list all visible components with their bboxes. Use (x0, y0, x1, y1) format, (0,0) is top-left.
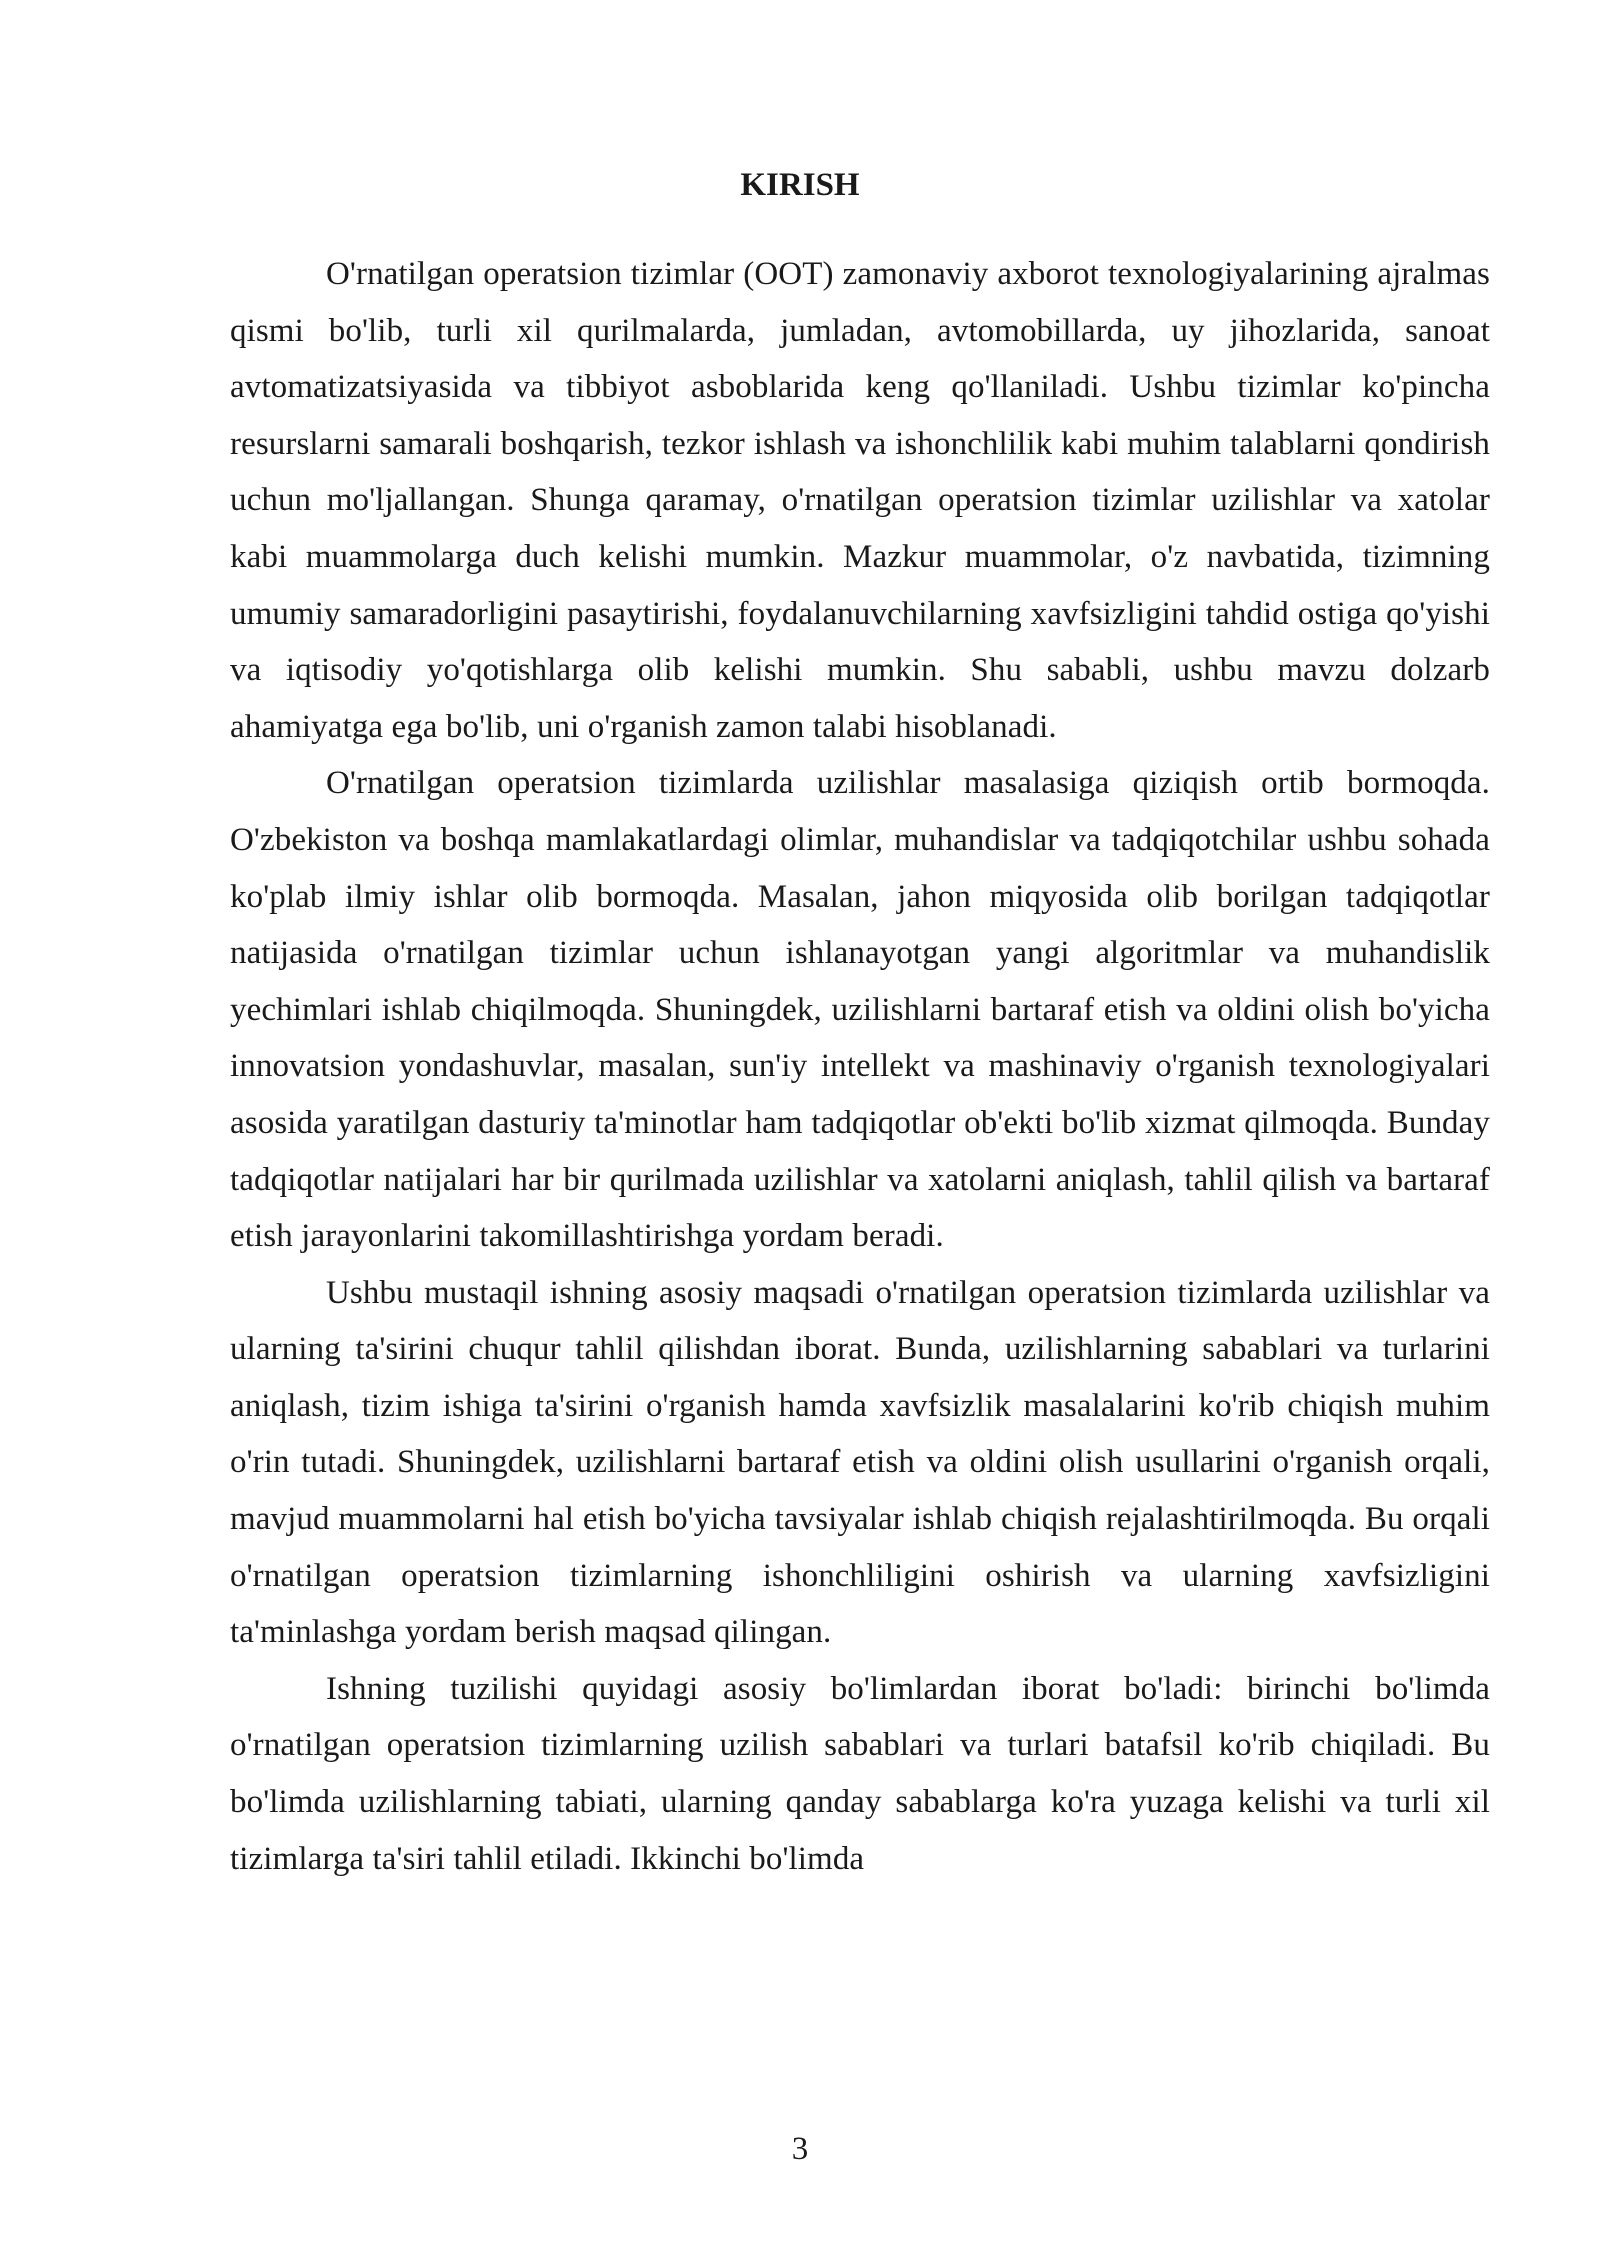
paragraph-4: Ishning tuzilishi quyidagi asosiy bo'limlardan iborat bo'ladi: birinchi bo'limda o'rnatilgan operatsion tizimlarning uzilish sabablari va turlari batafsil ko'rib chiqiladi. Bu bo'limda uzilishlarning tabiati, ularning qanday sabablarga ko'ra yuzaga kelishi va turli xil tizimlarga ta'siri tahlil etiladi. Ikkinchi bo'limda (230, 1670, 1490, 1877)
body-text (230, 246, 1490, 1887)
paragraph-1: O'rnatilgan operatsion tizimlar (OOT) zamonaviy axborot texnologiyalarining ajralmas qismi bo'lib, turli xil qurilmalarda, jumladan, avtomobillarda, uy jihozlarida, sanoat avtomatizatsiyasida va tibbiyot asboblarida keng qo'llaniladi. Ushbu tizimlar ko'pincha resurslarni samarali boshqarish, tezkor ishlash va ishonchlilik kabi muhim talablarni qondirish uchun mo'ljallangan. Shunga qaramay, o'rnatilgan operatsion tizimlar uzilishlar va xatolar kabi muammolarga duch kelishi mumkin. Mazkur muammolar, o'z navbatida, tizimning umumiy samaradorligini pasaytirishi, foydalanuvchilarning xavfsizligini tahdid ostiga qo'yishi va iqtisodiy yo'qotishlarga olib kelishi mumkin. Shu sababli, ushbu mavzu dolzarb ahamiyatga ega bo'lib, uni o'rganish zamon talabi hisoblanadi. (230, 256, 1490, 745)
paragraph-3: Ushbu mustaqil ishning asosiy maqsadi o'rnatilgan operatsion tizimlarda uzilishlar va ularning ta'sirini chuqur tahlil qilishdan iborat. Bunda, uzilishlarning sabablari va turlarini aniqlash, tizim ishiga ta'sirini o'rganish hamda xavfsizlik masalalarini ko'rib chiqish muhim o'rin tutadi. Shuningdek, uzilishlarni bartaraf etish va oldini olish usullarini o'rganish orqali, mavjud muammolarni hal etish bo'yicha tavsiyalar ishlab chiqish rejalashtirilmoqda. Bu orqali o'rnatilgan operatsion tizimlarning ishonchliligini oshirish va ularning xavfsizligini ta'minlashga yordam berish maqsad qilingan. (230, 1274, 1490, 1651)
page-number: 3 (791, 2131, 809, 2167)
page-title: KIRISH (740, 167, 860, 203)
paragraph-2: O'rnatilgan operatsion tizimlarda uzilishlar masalasiga qiziqish ortib bormoqda. O'zbekiston va boshqa mamlakatlardagi olimlar, muhandislar va tadqiqotchilar ushbu sohada ko'plab ilmiy ishlar olib bormoqda. Masalan, jahon miqyosida olib borilgan tadqiqotlar natijasida o'rnatilgan tizimlar uchun ishlanayotgan yangi algoritmlar va muhandislik yechimlari ishlab chiqilmoqda. Shuningdek, uzilishlarni bartaraf etish va oldini olish bo'yicha innovatsion yondashuvlar, masalan, sun'iy intellekt va mashinaviy o'rganish texnologiyalari asosida yaratilgan dasturiy ta'minotlar ham tadqiqotlar ob'ekti bo'lib xizmat qilmoqda. Bunday tadqiqotlar natijalari har bir qurilmada uzilishlar va xatolarni aniqlash, tahlil qilish va bartaraf etish jarayonlarini takomillashtirishga yordam beradi. (230, 765, 1490, 1255)
